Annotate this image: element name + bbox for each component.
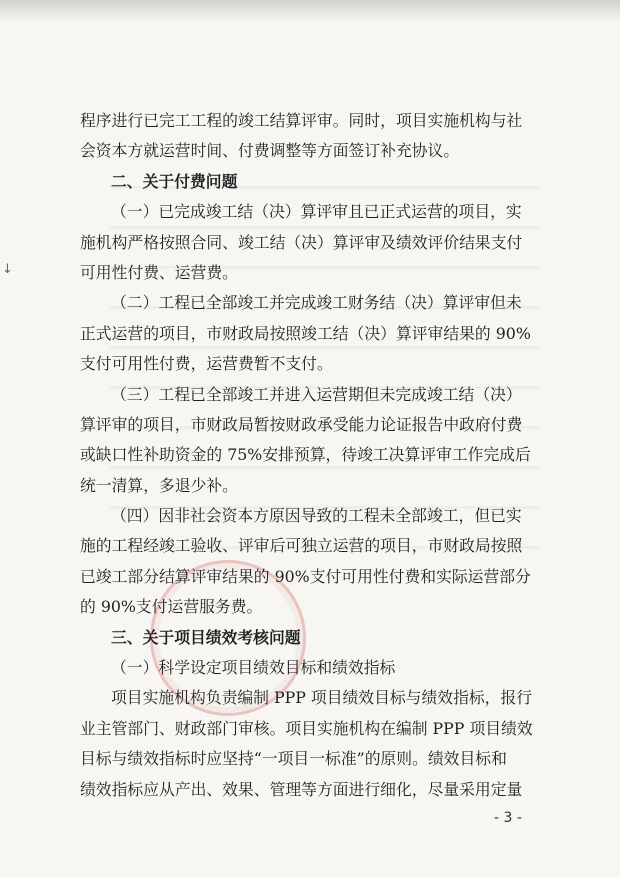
text-line: 绩效指标应从产出、效果、管理等方面进行细化，尽量采用定量 [80,779,523,799]
text-line: 的 90%支付运营服务费。 [80,597,263,617]
text-line: 会资本方就运营时间、付费调整等方面签订补充协议。 [80,141,460,161]
document-body [80,106,550,805]
text-line: （一）科学设定项目绩效目标和绩效指标 [111,658,396,678]
margin-mark: ↓ [2,262,13,277]
text-line: 算评审的项目，市财政局暂按财政承受能力论证报告中政府付费 [80,414,523,434]
text-line: 统一清算，多退少补。 [80,475,238,495]
text-line: 施的工程经竣工验收、评审后可独立运营的项目，市财政局按照 [80,536,523,556]
page-number: - 3 - [494,810,522,826]
text-line: 支付可用性付费，运营费暂不支付。 [80,354,333,374]
text-line: （四）因非社会资本方原因导致的工程未全部竣工，但已实 [111,506,522,526]
text-line: 施机构严格按照合同、竣工结（决）算评审及绩效评价结果支付 [80,232,523,252]
section-heading: 二、关于付费问题 [111,171,238,191]
text-line: 正式运营的项目，市财政局按照竣工结（决）算评审结果的 90% [80,323,531,343]
text-line: 或缺口性补助资金的 75%安排预算，待竣工决算评审工作完成后 [80,445,531,465]
text-line: （一）已完成竣工结（决）算评审且已正式运营的项目，实 [111,202,522,222]
text-line: （三）工程已全部竣工并进入运营期但未完成竣工结（决） [111,384,522,404]
text-line: （二）工程已全部竣工并完成竣工财务结（决）算评审但未 [111,293,522,313]
text-line: 目标与绩效指标时应坚持“一项目一标准”的原则。绩效目标和 [80,749,507,769]
text-line: 已竣工部分结算评审结果的 90%支付可用性付费和实际运营部分 [80,566,531,586]
section-heading: 三、关于项目绩效考核问题 [111,627,301,647]
text-line: 项目实施机构负责编制 PPP 项目绩效目标与绩效指标，报行 [111,688,533,708]
text-line: 业主管部门、财政部门审核。项目实施机构在编制 PPP 项目绩效 [80,718,533,738]
text-line: 可用性付费、运营费。 [80,262,238,282]
scan-noise-header [0,0,620,22]
text-line: 程序进行已完工工程的竣工结算评审。同时，项目实施机构与社 [80,111,523,130]
